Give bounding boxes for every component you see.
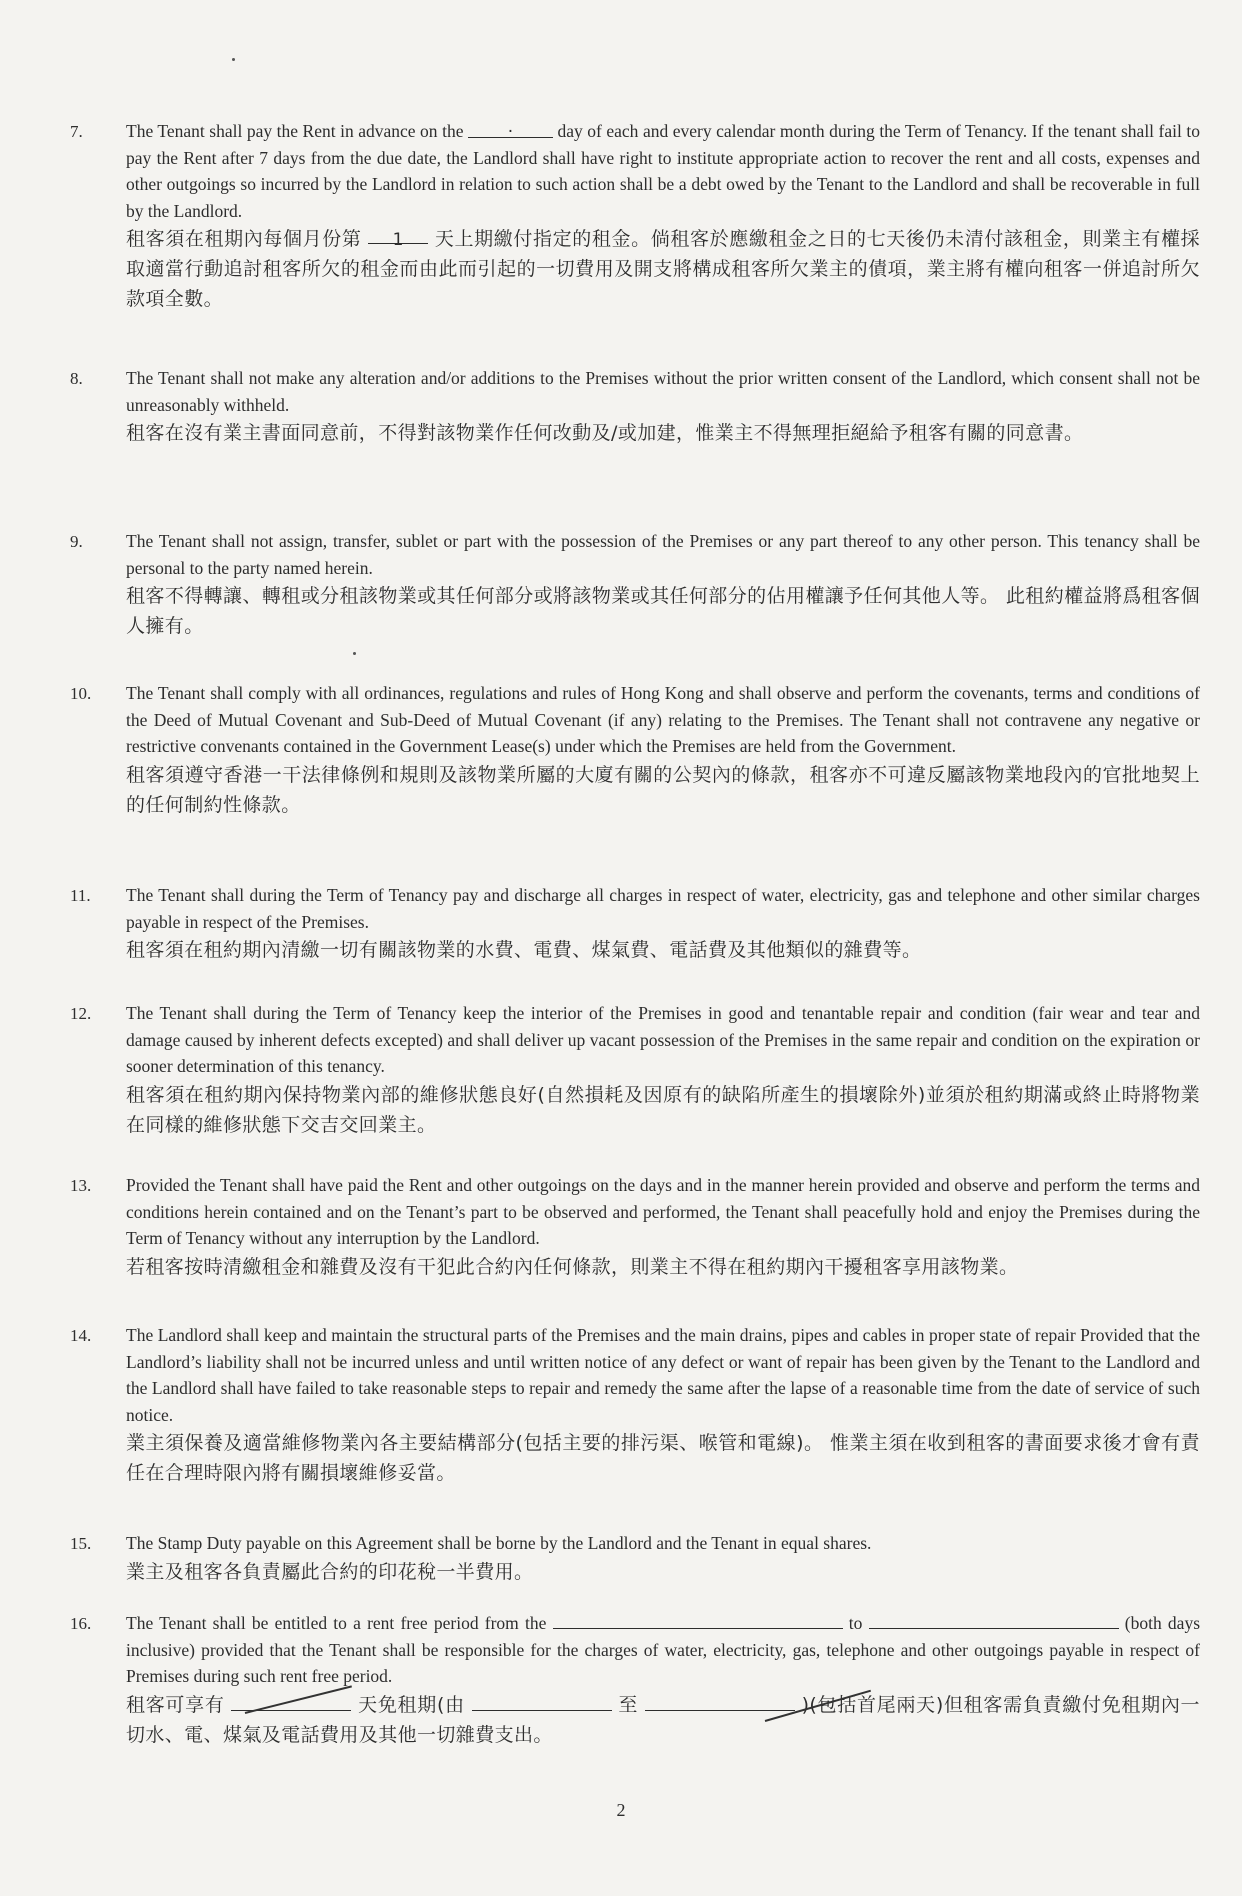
clause-12 [70, 1000, 1200, 1140]
clause-text-part: day of each and every calendar month during the Term of Tenancy. If the tenant shall fail to pay the Rent after 7 days from the due date, the Landlord shall have right to institute appropriate action to recover the rent and all costs, expenses and other outgoings so incurred by the Landlord in relation to such action shall be a debt owed by the Tenant to the Landlord and shall be recoverable in full by the Landlord. [126, 121, 1200, 221]
clause-english-text: The Tenant shall during the Term of Tenancy pay and discharge all charges in respect of water, electricity, gas and telephone and other similar charges payable in respect of the Premises. [126, 885, 1200, 932]
clause-english-text: The Tenant shall comply with all ordinances, regulations and rules of Hong Kong and shall observe and perform the covenants, terms and conditions of the Deed of Mutual Covenant and Sub-Deed of Mutual Covenant (if any) relating to the Premises. The Tenant shall not contravene any negative or restrictive convenants contained in the Government Lease(s) under which the Premises are held from the Government. [126, 683, 1200, 756]
clause-chinese-text: 租客須遵守香港一干法律條例和規則及該物業所屬的大廈有關的公契內的條款，租客亦不可違反屬該物業地段內的官批地契上的任何制約性條款。 [126, 763, 1200, 816]
clause-text-part: 至 [618, 1693, 639, 1716]
clause-16 [70, 1610, 1200, 1750]
clause-text-part: (both days inclusive) provided that the Tenant shall be responsible for the charges of water, electricity, gas, telephone and other outgoings payable in respect of Premises during such rent free period. [126, 1613, 1201, 1686]
clause-chinese-text: 租客須在租約期內保持物業內部的維修狀態良好(自然損耗及因原有的缺陷所產生的損壞除外)並須於租約期滿或終止時將物業在同樣的維修狀態下交吉交回業主。 [126, 1083, 1200, 1136]
clause-number: 8. [70, 369, 83, 388]
clause-chinese-text: 業主須保養及適當維修物業內各主要結構部分(包括主要的排污渠、喉管和電線)。 惟業主須在收到租客的書面要求後才會有責任在合理時限內將有關損壞維修妥當。 [126, 1432, 1200, 1484]
clause-7 [70, 118, 1200, 314]
clause-number: 7. [70, 122, 83, 141]
clause-chinese-text: 租客須在租約期內清繳一切有關該物業的水費、電費、煤氣費、電話費及其他類似的雜費等。 [126, 939, 922, 961]
rent-free-to-blank [645, 1692, 795, 1711]
clause-number: 14. [70, 1326, 92, 1345]
clause-text-part: The Tenant shall be entitled to a rent free period from the [126, 1613, 547, 1633]
clause-english-text: The Stamp Duty payable on this Agreement shall be borne by the Landlord and the Tenant in equal shares. [126, 1533, 872, 1553]
clause-english-text: The Tenant shall during the Term of Tenancy keep the interior of the Premises in good and tenantable repair and condition (fair wear and tear and damage caused by inherent defects excepted) and shall deliver up vacant possession of the Premises in the same repair and condition on the expiration or sooner determination of this tenancy. [126, 1003, 1200, 1076]
clause-number: 11. [70, 886, 91, 905]
clause-chinese-text: 租客不得轉讓、轉租或分租該物業或其任何部分或將該物業或其任何部分的佔用權讓予任何其他人等。 此租約權益將爲租客個人擁有。 [126, 585, 1200, 637]
clause-chinese-text [126, 224, 1200, 314]
rent-free-end-blank [869, 1610, 1119, 1629]
clause-english-text [126, 118, 1200, 224]
clause-text-part: 租客須在租期內每個月份第 [126, 228, 362, 250]
rent-free-from-blank [472, 1692, 612, 1711]
clause-number: 16. [70, 1614, 92, 1633]
clause-10 [70, 680, 1200, 820]
clause-9 [70, 528, 1200, 641]
clause-14 [70, 1322, 1200, 1488]
clause-chinese-text: 若租客按時清繳租金和雜費及沒有干犯此合約內任何條款，則業主不得在租約期內干擾租客享用該物業。 [126, 1255, 1019, 1278]
day-number-filled: 1 [368, 225, 428, 244]
scan-speck [353, 652, 356, 655]
day-blank: · [468, 119, 553, 138]
clause-text-part: to [848, 1613, 863, 1633]
clause-chinese-text: 租客在沒有業主書面同意前，不得對該物業作任何改動及/或加建，惟業主不得無理拒絕給予租客有關的同意書。 [126, 422, 1084, 444]
page-number: 2 [616, 1800, 626, 1820]
scan-speck [232, 58, 235, 61]
clause-8 [70, 365, 1200, 448]
clause-number: 12. [70, 1004, 92, 1023]
rent-free-start-blank [553, 1610, 843, 1629]
clause-english-text: Provided the Tenant shall have paid the Rent and other outgoings on the days and in the manner herein provided and observe and perform the terms and conditions herein contained and on the Tenant’s part to be observed and performed, the Tenant shall peacefully hold and enjoy the Premises during the Term of Tenancy without any interruption by the Landlord. [126, 1175, 1200, 1248]
clause-number: 10. [70, 684, 92, 703]
clause-text-part: )(包括首尾兩天)但租客需負責繳付免租期內一切水、電、煤氣及電話費用及其他一切雜費支出。 [126, 1693, 1200, 1746]
clause-english-text [126, 1610, 1200, 1690]
clause-13 [70, 1172, 1200, 1282]
clause-text-part: 租客可享有 [126, 1693, 225, 1716]
clause-english-text: The Tenant shall not assign, transfer, sublet or part with the possession of the Premises or any part thereof to any other person. This tenancy shall be personal to the party named herein. [126, 531, 1200, 578]
clause-text-part: 天上期繳付指定的租金。倘租客於應繳租金之日的七天後仍未清付該租金，則業主有權採取適當行動追討租客所欠的租金而由此而引起的一切費用及開支將構成租客所欠業主的債項，業主將有權向租客一併追討所欠款項全數。 [126, 228, 1200, 310]
clause-english-text: The Landlord shall keep and maintain the structural parts of the Premises and the main drains, pipes and cables in proper state of repair Provided that the Landlord’s liability shall not be incurred unless and until written notice of any defect or want of repair has been given by the Tenant to the Landlord and the Landlord shall have failed to take reasonable steps to repair and remedy the same after the lapse of a reasonable time from the date of service of such notice. [126, 1325, 1200, 1425]
clause-text-part: 天免租期(由 [358, 1693, 465, 1716]
clause-chinese-text [126, 1690, 1200, 1750]
clause-number: 13. [70, 1176, 92, 1195]
clause-number: 9. [70, 532, 83, 551]
clause-15 [70, 1530, 1200, 1587]
clause-chinese-text: 業主及租客各負責屬此合約的印花稅一半費用。 [126, 1560, 534, 1583]
clause-english-text: The Tenant shall not make any alteration and/or additions to the Premises without the prior written consent of the Landlord, which consent shall not be unreasonably withheld. [126, 368, 1200, 415]
clause-11 [70, 882, 1200, 965]
clause-number: 15. [70, 1534, 92, 1553]
clause-text-part: The Tenant shall pay the Rent in advance on the [126, 121, 464, 141]
